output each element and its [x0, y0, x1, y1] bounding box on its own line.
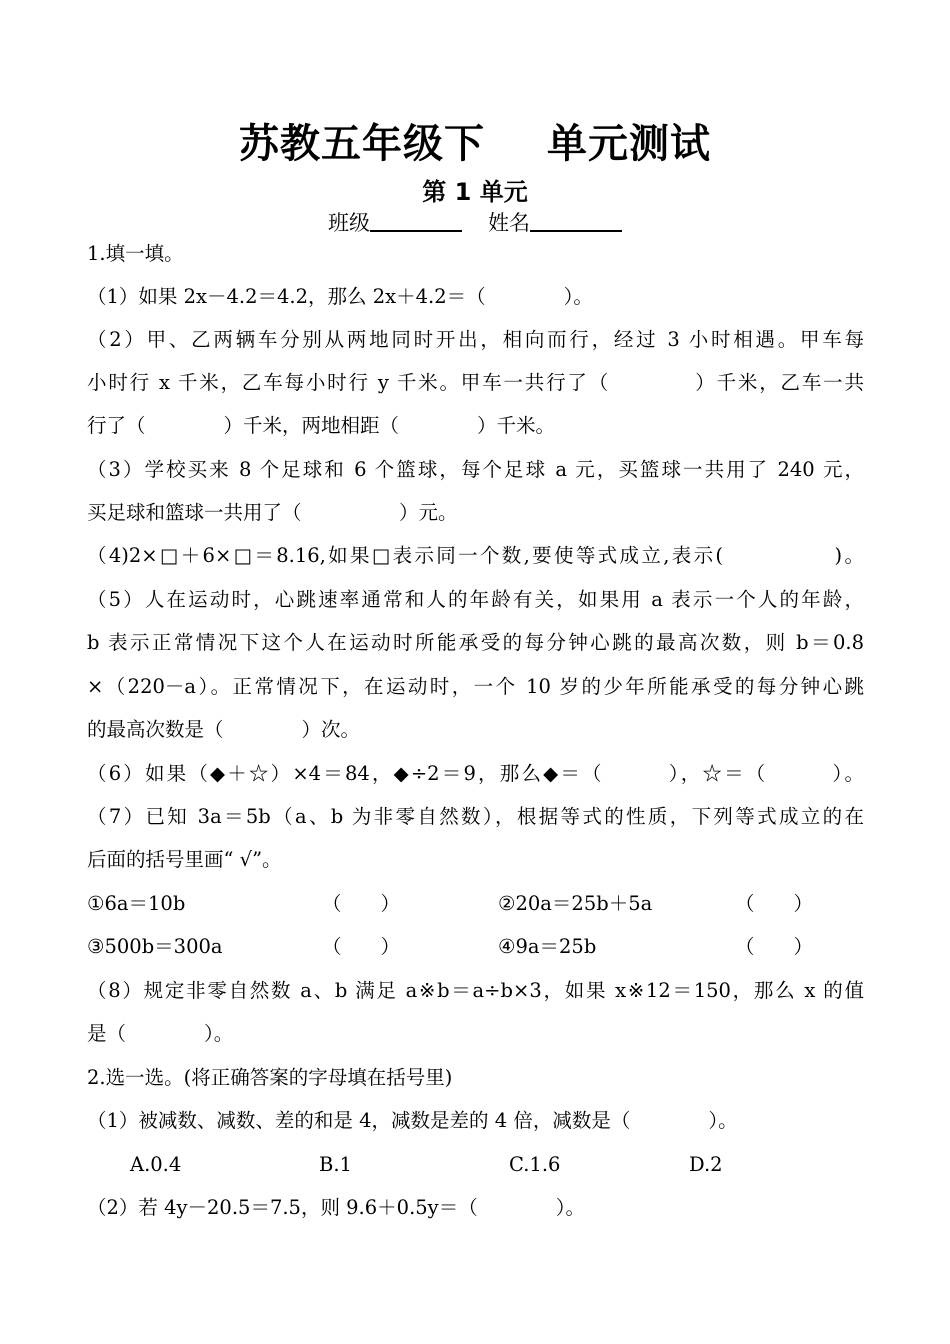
q1-2-line3: 行了（ ）千米，两地相距（ ）千米。 — [87, 414, 556, 437]
q1-5-line2: b 表示正常情况下这个人在运动时所能承受的每分钟心跳的最高次数，则 b＝0.8 — [87, 631, 864, 654]
class-name-line — [0, 207, 950, 237]
q1-7-paren-3[interactable]: （ ） — [322, 935, 401, 958]
q1-8-line1: （8）规定非零自然数 a、b 满足 a※b＝a÷b×3，如果 x※12＝150，那么 x 的值 — [87, 979, 864, 1002]
name-blank[interactable] — [530, 210, 622, 232]
q2-1-option-c[interactable]: C.1.6 — [509, 1153, 561, 1176]
q1-7-line2: 后面的括号里画“ √”。 — [87, 848, 282, 871]
q2-1-option-d[interactable]: D.2 — [689, 1153, 723, 1176]
q1-3-line2: 买足球和篮球一共用了（ ）元。 — [87, 501, 458, 524]
page-title — [0, 112, 950, 169]
name-label: 姓名 — [488, 211, 530, 235]
q1-7-option-4: ④9a＝25b — [498, 935, 597, 958]
q1-6: （6）如果（◆＋☆）×4＝84，◆÷2＝9，那么◆＝（ ），☆＝（ ）。 — [87, 762, 864, 785]
q1-3-line1: （3）学校买来 8 个足球和 6 个篮球，每个足球 a 元，买篮球一共用了 240 元， — [87, 458, 864, 481]
q1-1: （1）如果 2x－4.2＝4.2，那么 2x＋4.2＝（ ）。 — [87, 285, 593, 308]
title-right: 单元测试 — [547, 121, 711, 167]
q2-1-option-a[interactable]: A.0.4 — [130, 1153, 182, 1176]
q1-2-line1: （2）甲、乙两辆车分别从两地同时开出，相向而行，经过 3 小时相遇。甲车每 — [87, 328, 864, 351]
q1-7-option-3: ③500b＝300a — [87, 935, 223, 958]
q1-5-line4: 的最高次数是（ ）次。 — [87, 718, 361, 741]
q1-7-option-1: ①6a＝10b — [87, 892, 186, 915]
class-label: 班级 — [328, 211, 370, 235]
q2-1: （1）被减数、减数、差的和是 4，减数是差的 4 倍，减数是（ ）。 — [87, 1109, 738, 1132]
q1-7-option-2: ②20a＝25b＋5a — [498, 892, 653, 915]
section1-heading: 1.填一填。 — [87, 242, 184, 265]
unit-subtitle: 第 1 单元 — [422, 178, 528, 206]
q2-1-option-b[interactable]: B.1 — [319, 1153, 352, 1176]
q1-4: （4)2×□＋6×□＝8.16,如果□表示同一个数,要使等式成立,表示( )。 — [87, 544, 864, 567]
q1-7-paren-1[interactable]: （ ） — [322, 892, 401, 915]
section2-heading: 2.选一选。(将正确答案的字母填在括号里) — [87, 1066, 453, 1089]
q1-2-line2: 小时行 x 千米，乙车每小时行 y 千米。甲车一共行了（ ）千米，乙车一共 — [87, 371, 864, 394]
class-blank[interactable] — [370, 210, 462, 232]
q2-2: （2）若 4y－20.5＝7.5，则 9.6＋0.5y＝（ ）。 — [87, 1196, 585, 1219]
q1-7-paren-4[interactable]: （ ） — [735, 935, 814, 958]
q1-5-line3: ×（220－a）。正常情况下，在运动时，一个 10 岁的少年所能承受的每分钟心跳 — [87, 675, 864, 698]
q1-5-line1: （5）人在运动时，心跳速率通常和人的年龄有关，如果用 a 表示一个人的年龄， — [87, 588, 864, 611]
q1-7-paren-2[interactable]: （ ） — [735, 892, 814, 915]
q1-8-line2: 是（ ）。 — [87, 1022, 234, 1045]
q1-7-line1: （7）已知 3a＝5b（a、b 为非零自然数），根据等式的性质，下列等式成立的在 — [87, 805, 864, 828]
title-left: 苏教五年级下 — [239, 121, 485, 167]
